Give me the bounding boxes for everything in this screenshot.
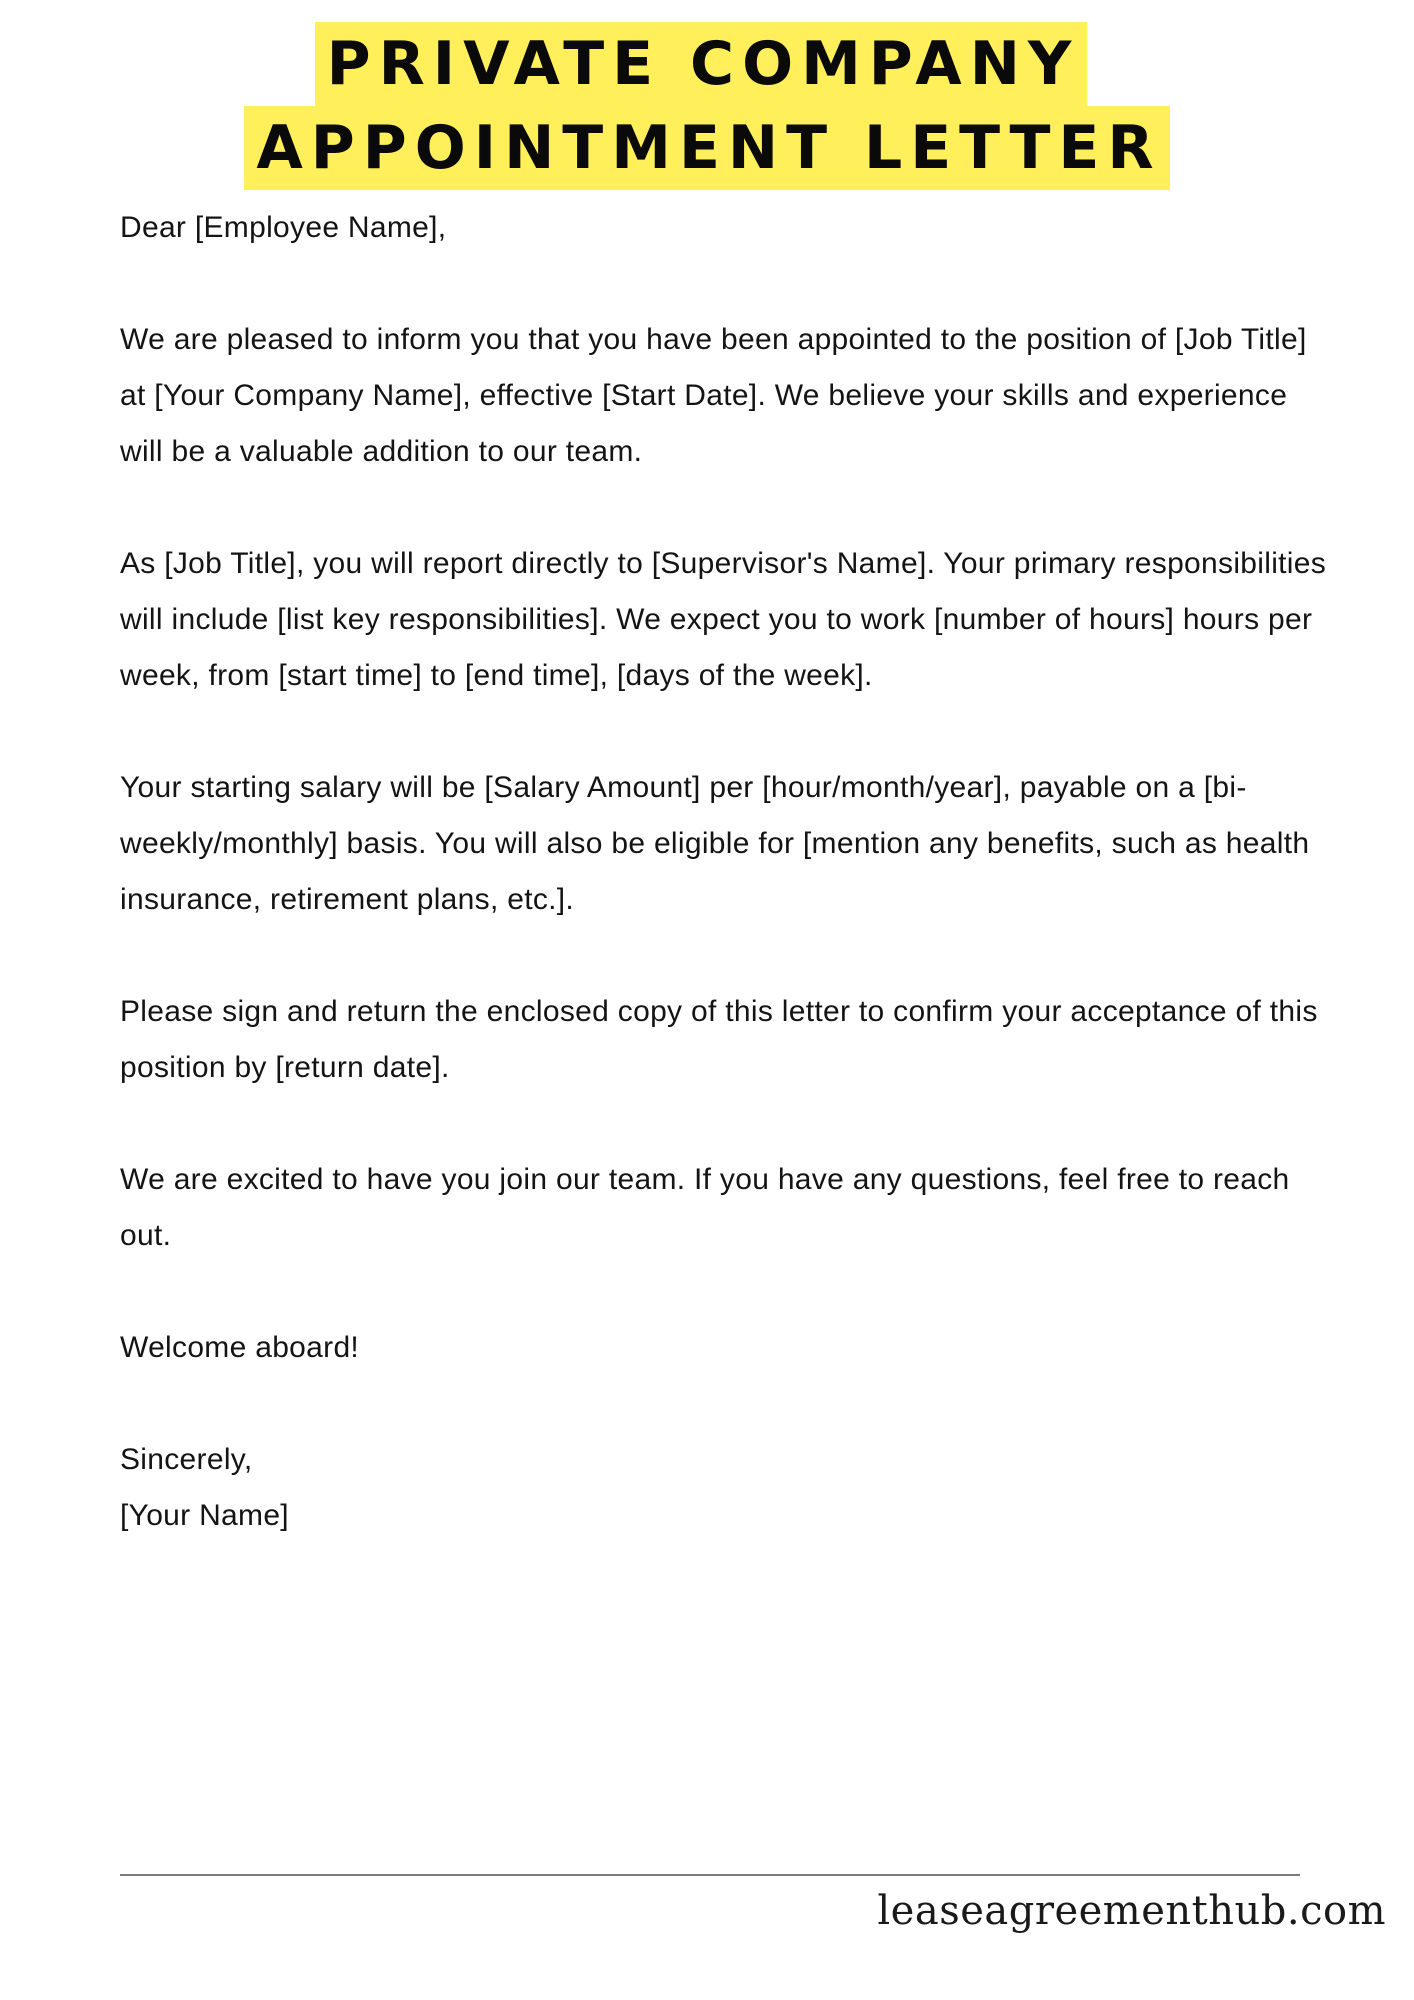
title-line-2: APPOINTMENT LETTER bbox=[244, 106, 1169, 190]
brand-logo: leaseagreementhub.com bbox=[877, 1888, 1386, 1934]
greeting: Dear [Employee Name], bbox=[120, 211, 447, 244]
title-line-1: PRIVATE COMPANY bbox=[315, 22, 1088, 106]
paragraph-salary: Your starting salary will be [Salary Amount] per [hour/month/year], payable on a [bi-weekly/monthly] basis. You will also be eligible for [mention any benefits, such as health insurance, retirement plans, etc.]. bbox=[120, 771, 1310, 916]
document-title bbox=[0, 22, 1414, 190]
paragraph-responsibilities: As [Job Title], you will report directly to [Supervisor's Name]. Your primary responsibilities will include [list key responsibilities]. We expect you to work [number of hours] hours per week, from [start time] to [end time], [days of the week]. bbox=[120, 547, 1327, 692]
footer-divider bbox=[120, 1874, 1300, 1876]
paragraph-welcome: We are excited to have you join our team. If you have any questions, feel free to reach out. bbox=[120, 1163, 1290, 1252]
paragraph-appointment: We are pleased to inform you that you have been appointed to the position of [Job Title] at [Your Company Name], effective [Start Date]. We believe your skills and experience will be a valuable addition to our team. bbox=[120, 323, 1307, 468]
closing: Sincerely, bbox=[120, 1443, 253, 1476]
letter-body bbox=[120, 200, 1330, 1544]
paragraph-acceptance: Please sign and return the enclosed copy of this letter to confirm your acceptance of this position by [return date]. bbox=[120, 995, 1318, 1084]
signature: [Your Name] bbox=[120, 1499, 289, 1532]
paragraph-welcome-aboard: Welcome aboard! bbox=[120, 1331, 360, 1364]
